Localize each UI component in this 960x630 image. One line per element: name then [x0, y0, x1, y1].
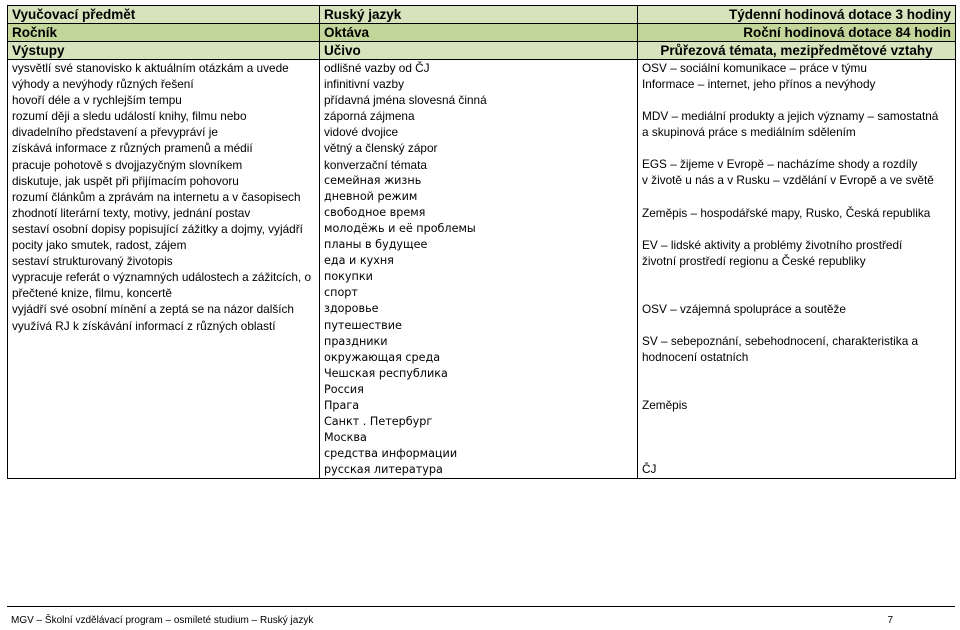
- grade-label: Ročník: [8, 24, 320, 42]
- ucivo-line: русская литература: [324, 463, 443, 477]
- spacer: [642, 221, 951, 237]
- prurezova-line: SV – sebepoznání, sebehodnocení, charakteristika a: [642, 333, 919, 348]
- ucivo-line: infinitivní vazby: [324, 77, 404, 92]
- ucivo-line: Прага: [324, 398, 360, 412]
- column-header-prurezova: Průřezová témata, mezipředmětové vztahy: [638, 42, 956, 60]
- subject-value: Ruský jazyk: [320, 6, 638, 24]
- header-row-grade: [8, 24, 956, 42]
- content-row: [8, 60, 956, 479]
- vystupy-cell: [8, 60, 320, 479]
- spacer: [642, 189, 951, 205]
- ucivo-line: přídavná jména slovesná činná: [324, 93, 487, 108]
- ucivo-line: семейная жизнь: [324, 173, 422, 187]
- subject-label: Vyučovací předmět: [8, 6, 320, 24]
- spacer: [642, 285, 951, 301]
- yearly-hours: Roční hodinová dotace 84 hodin: [638, 24, 956, 42]
- vystup-line: vypracuje referát o významných událostech a zážitcích, o: [12, 270, 312, 285]
- ucivo-line: молодёжь и её проблемы: [324, 221, 476, 235]
- header-row-columns: [8, 42, 956, 60]
- ucivo-line: покупки: [324, 270, 373, 284]
- ucivo-line: větný a členský zápor: [324, 141, 438, 156]
- header-row-subject: [8, 6, 956, 24]
- prurezova-line: OSV – sociální komunikace – práce v týmu: [642, 61, 867, 75]
- vystup-line: pracuje pohotově s dvojjazyčným slovníkem: [12, 157, 243, 172]
- vystup-line: rozumí článkům a zprávám na internetu a v časopisech: [12, 189, 301, 204]
- prurezova-line: MDV – mediální produkty a jejich významy – samostatná: [642, 109, 939, 124]
- ucivo-line: путешествие: [324, 318, 402, 332]
- vystup-line: sestaví osobní dopisy popisující zážitky a dojmy, vyjádří: [12, 221, 303, 236]
- ucivo-line: еда и кухня: [324, 254, 394, 268]
- spacer: [642, 365, 951, 381]
- prurezova-line: EV – lidské aktivity a problémy životního prostředí: [642, 237, 903, 252]
- vystup-line: vysvětlí své stanovisko k aktuálním otázkám a uvede: [12, 61, 289, 75]
- ucivo-line: Россия: [324, 382, 364, 396]
- page-number: 7: [887, 615, 893, 626]
- ucivo-line: средства информации: [324, 447, 458, 461]
- vystup-line: sestaví strukturovaný životopis: [12, 254, 173, 269]
- prurezova-line: v životě u nás a v Rusku – vzdělání v Evropě a ve světě: [642, 173, 934, 188]
- spacer: [642, 140, 951, 156]
- curriculum-page: [7, 5, 955, 479]
- ucivo-line: odlišné vazby od ČJ: [324, 61, 430, 75]
- spacer: [642, 429, 951, 445]
- prurezova-line: EGS – žijeme v Evropě – nacházíme shody a rozdíly: [642, 157, 918, 172]
- ucivo-line: планы в будущее: [324, 238, 428, 252]
- ucivo-line: спорт: [324, 286, 358, 300]
- prurezova-line: Informace – internet, jeho přínos a nevýhody: [642, 77, 876, 92]
- ucivo-line: праздники: [324, 334, 388, 348]
- ucivo-cell: [320, 60, 638, 479]
- spacer: [642, 269, 951, 285]
- vystup-line: získává informace z různých pramenů a médií: [12, 141, 253, 156]
- ucivo-line: здоровье: [324, 302, 379, 316]
- spacer: [642, 92, 951, 108]
- vystup-line: divadelního představení a převypráví je: [12, 125, 218, 140]
- curriculum-table: [7, 5, 956, 479]
- footer-text: MGV – Školní vzdělávací program – osmileté studium – Ruský jazyk: [11, 615, 314, 626]
- vystup-line: hovoří déle a v rychlejším tempu: [12, 93, 182, 108]
- vystup-line: přečtené knize, filmu, koncertě: [12, 286, 172, 301]
- prurezova-line: a skupinová práce s mediálním sdělením: [642, 125, 856, 140]
- ucivo-line: vidové dvojice: [324, 125, 399, 140]
- prurezova-line: životní prostředí regionu a České republiky: [642, 253, 866, 268]
- ucivo-line: Чешская республика: [324, 366, 448, 380]
- ucivo-line: Москва: [324, 431, 367, 445]
- vystup-line: zhodnotí literární texty, motivy, jednání postav: [12, 205, 251, 220]
- prurezova-line: hodnocení ostatních: [642, 350, 749, 365]
- page-footer: [7, 606, 955, 630]
- column-header-ucivo: Učivo: [320, 42, 638, 60]
- spacer: [642, 317, 951, 333]
- vystup-line: využívá RJ k získávání informací z různých oblastí: [12, 318, 276, 333]
- vystup-line: vyjádří své osobní mínění a zeptá se na názor dalších: [12, 302, 294, 317]
- spacer: [642, 445, 951, 461]
- ucivo-line: окружающая среда: [324, 350, 441, 364]
- vystup-line: výhody a nevýhody různých řešení: [12, 77, 194, 92]
- ucivo-line: свободное время: [324, 205, 426, 219]
- prurezova-line: Zeměpis – hospodářské mapy, Rusko, Česká republika: [642, 205, 931, 220]
- spacer: [642, 381, 951, 397]
- grade-value: Oktáva: [320, 24, 638, 42]
- ucivo-line: konverzační témata: [324, 157, 427, 172]
- prurezova-line: Zeměpis: [642, 398, 688, 413]
- prurezova-line: ČJ: [642, 462, 657, 477]
- vystup-line: pocity jako smutek, radost, zájem: [12, 238, 187, 253]
- prurezova-cell: [638, 60, 956, 479]
- prurezova-line: OSV – vzájemná spolupráce a soutěže: [642, 301, 846, 316]
- weekly-hours: Týdenní hodinová dotace 3 hodiny: [638, 6, 956, 24]
- column-header-vystupy: Výstupy: [8, 42, 320, 60]
- spacer: [642, 413, 951, 429]
- ucivo-line: záporná zájmena: [324, 109, 415, 124]
- vystup-line: rozumí ději a sledu událostí knihy, filmu nebo: [12, 109, 247, 124]
- vystup-line: diskutuje, jak uspět při přijímacím pohovoru: [12, 173, 239, 188]
- ucivo-line: дневной режим: [324, 189, 418, 203]
- ucivo-line: Санкт . Петербург: [324, 415, 433, 429]
